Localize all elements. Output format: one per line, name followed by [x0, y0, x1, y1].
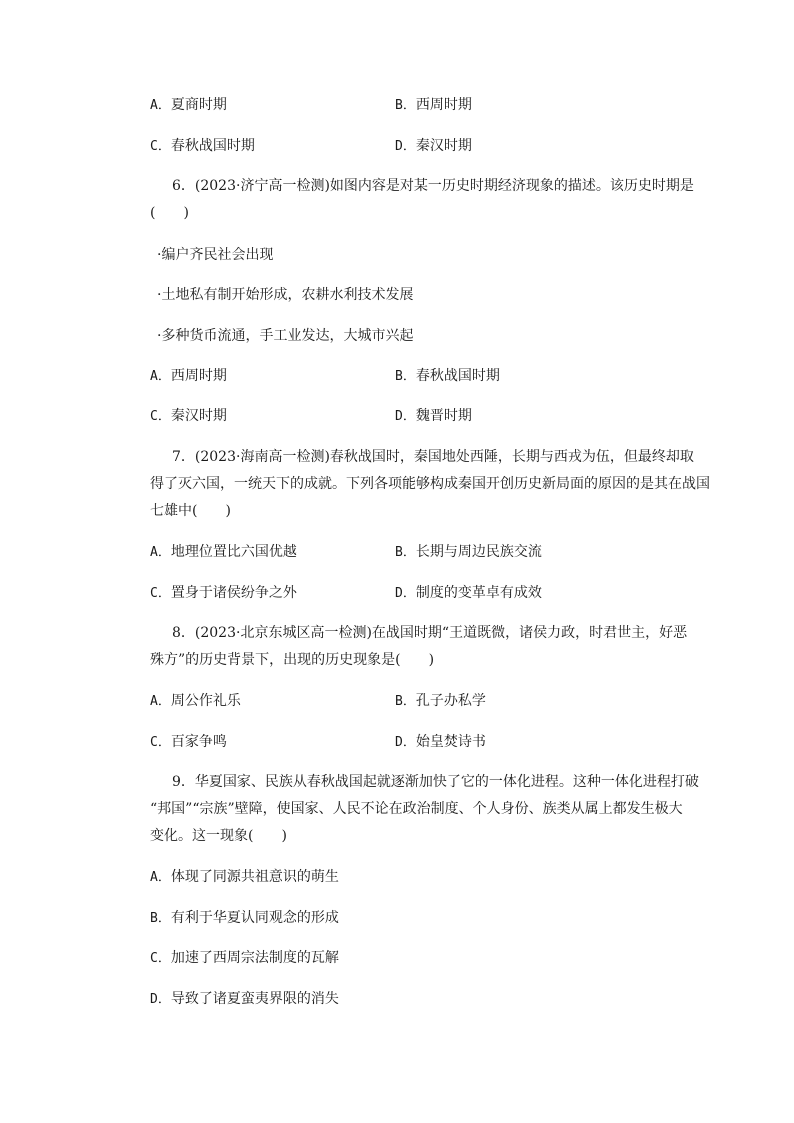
q6-options-row-1 — [150, 366, 670, 386]
q9-option-b[interactable]: B．有利于华夏认同观念的形成 — [150, 910, 339, 926]
q7-option-a[interactable]: A．地理位置比六国优越 — [150, 544, 297, 560]
q7-option-c[interactable]: C．置身于诸侯纷争之外 — [150, 585, 297, 601]
q9-stem-line-1: 9．华夏国家、民族从春秋战国起就逐渐加快了它的一体化进程。这种一体化进程打破 — [172, 774, 699, 790]
q8-option-a[interactable]: A．周公作礼乐 — [150, 693, 241, 709]
q9-stem-line-3: 变化。这一现象( ) — [150, 828, 287, 844]
q8-option-c[interactable]: C．百家争鸣 — [150, 734, 227, 750]
q5-option-b[interactable]: B．西周时期 — [395, 97, 472, 113]
q8-stem-line-2: 殊方”的历史背景下，出现的历史现象是( ) — [150, 652, 435, 668]
q9-option-c[interactable]: C．加速了西周宗法制度的瓦解 — [150, 950, 339, 966]
q8-options-row-2 — [150, 732, 670, 752]
q5-options-row-1 — [150, 95, 670, 115]
q8-stem-line-1: 8．(2023·北京东城区高一检测)在战国时期“王道既微，诸侯力政，时君世主，好恶 — [172, 625, 688, 641]
q6-bullet-1: ·编户齐民社会出现 — [157, 247, 274, 263]
q5-option-a[interactable]: A．夏商时期 — [150, 97, 227, 113]
q9-stem-line-2: “邦国”“宗族”壁障，使国家、人民不论在政治制度、个人身份、族类从属上都发生极大 — [150, 801, 683, 817]
q7-stem-line-2: 得了灭六国，一统天下的成就。下列各项能够构成秦国开创历史新局面的原因的是其在战国 — [150, 476, 710, 492]
q7-option-d[interactable]: D．制度的变革卓有成效 — [395, 585, 542, 601]
q6-options-row-2 — [150, 406, 670, 426]
q8-options-row-1 — [150, 691, 670, 711]
q5-option-d[interactable]: D．秦汉时期 — [395, 138, 472, 154]
q6-stem-line-1: 6．(2023·济宁高一检测)如图内容是对某一历史时期经济现象的描述。该历史时期是 — [172, 178, 694, 194]
q8-option-b[interactable]: B．孔子办私学 — [395, 693, 486, 709]
q7-stem-line-1: 7．(2023·海南高一检测)春秋战国时，秦国地处西陲，长期与西戎为伍，但最终却取 — [172, 449, 694, 465]
q5-option-c[interactable]: C．春秋战国时期 — [150, 138, 255, 154]
q6-option-d[interactable]: D．魏晋时期 — [395, 408, 472, 424]
q6-bullet-3: ·多种货币流通，手工业发达，大城市兴起 — [157, 328, 414, 344]
q9-option-d[interactable]: D．导致了诸夏蛮夷界限的消失 — [150, 991, 339, 1007]
q6-option-a[interactable]: A．西周时期 — [150, 368, 227, 384]
q7-options-row-2 — [150, 583, 670, 603]
q6-bullet-2: ·土地私有制开始形成，农耕水利技术发展 — [157, 287, 414, 303]
q7-option-b[interactable]: B．长期与周边民族交流 — [395, 544, 542, 560]
q7-stem-line-3: 七雄中( ) — [150, 503, 231, 519]
q8-option-d[interactable]: D．始皇焚诗书 — [395, 734, 486, 750]
q6-option-c[interactable]: C．秦汉时期 — [150, 408, 227, 424]
q9-option-a[interactable]: A．体现了同源共祖意识的萌生 — [150, 869, 339, 885]
q5-options-row-2 — [150, 136, 670, 156]
q6-option-b[interactable]: B．春秋战国时期 — [395, 368, 500, 384]
q6-stem-line-2: ( ) — [150, 205, 189, 221]
q7-options-row-1 — [150, 542, 670, 562]
